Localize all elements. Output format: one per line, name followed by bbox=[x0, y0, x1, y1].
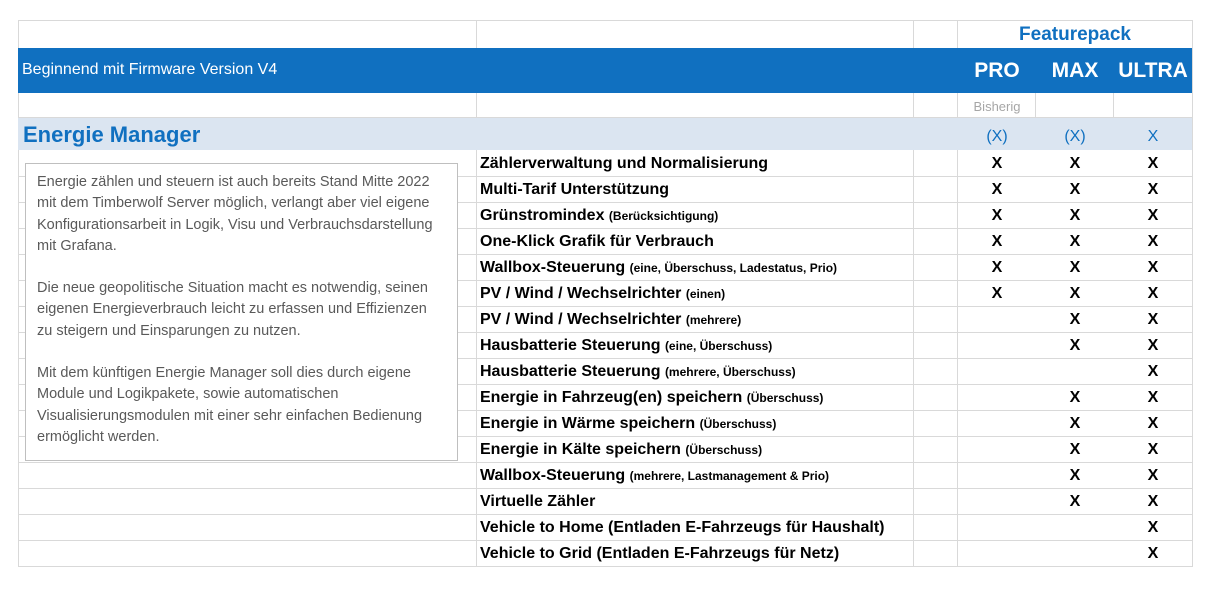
section-mark-pro: (X) bbox=[986, 128, 1008, 145]
availability-mark-ultra: X bbox=[1147, 519, 1159, 536]
feature-name bbox=[480, 467, 829, 485]
availability-mark-max: X bbox=[1069, 467, 1081, 484]
feature-name bbox=[480, 311, 741, 329]
feature-note: (mehrere, Lastmanagement & Prio) bbox=[629, 469, 830, 483]
feature-name bbox=[480, 181, 669, 199]
feature-note: (Berücksichtigung) bbox=[608, 209, 719, 223]
availability-mark-max: X bbox=[1069, 415, 1081, 432]
feature-note: (Überschuss) bbox=[699, 417, 777, 431]
availability-mark-ultra: X bbox=[1147, 181, 1159, 198]
availability-mark-max: X bbox=[1069, 493, 1081, 510]
section-mark-max: (X) bbox=[1064, 128, 1086, 145]
availability-mark-max: X bbox=[1069, 337, 1081, 354]
feature-name bbox=[480, 285, 725, 303]
column-header-pro: PRO bbox=[974, 59, 1020, 82]
availability-mark-max: X bbox=[1069, 389, 1081, 406]
feature-label: Wallbox-Steuerung bbox=[480, 467, 626, 484]
feature-name bbox=[480, 441, 762, 459]
availability-mark-ultra: X bbox=[1147, 441, 1159, 458]
feature-label: PV / Wind / Wechselrichter bbox=[480, 285, 682, 302]
feature-label: Hausbatterie Steuerung bbox=[480, 363, 661, 380]
feature-name bbox=[480, 233, 714, 251]
availability-mark-ultra: X bbox=[1147, 207, 1159, 224]
availability-mark-pro: X bbox=[991, 259, 1003, 276]
feature-name bbox=[480, 415, 776, 433]
availability-mark-ultra: X bbox=[1147, 233, 1159, 250]
availability-mark-max: X bbox=[1069, 155, 1081, 172]
availability-mark-ultra: X bbox=[1147, 363, 1159, 380]
availability-mark-pro: X bbox=[991, 207, 1003, 224]
availability-mark-ultra: X bbox=[1147, 311, 1159, 328]
availability-mark-pro: X bbox=[991, 181, 1003, 198]
feature-label: One-Klick Grafik für Verbrauch bbox=[480, 233, 714, 250]
description-paragraph: Die neue geopolitische Situation macht es notwendig, seinen eigenen Energieverbrauch leicht zu erfassen und Effizienzen zu steigern und Einsparungen zu nutzen. bbox=[37, 280, 428, 339]
featurepack-title: Featurepack bbox=[1019, 24, 1131, 45]
availability-mark-pro: X bbox=[991, 233, 1003, 250]
grid-line bbox=[1113, 93, 1114, 118]
feature-name bbox=[480, 519, 885, 537]
feature-label: Grünstromindex bbox=[480, 207, 605, 224]
feature-label: Multi-Tarif Unterstützung bbox=[480, 181, 670, 198]
feature-label: Virtuelle Zähler bbox=[480, 493, 596, 510]
availability-mark-ultra: X bbox=[1147, 545, 1159, 562]
feature-label: Energie in Wärme speichern bbox=[480, 415, 696, 432]
availability-mark-ultra: X bbox=[1147, 155, 1159, 172]
description-paragraph: Mit dem künftigen Energie Manager soll dies durch eigene Module und Logikpakete, sowie automatischen Visualisierungsmodulen mit einer sehr einfachen Bedienung ermöglicht werden. bbox=[37, 365, 423, 445]
availability-mark-ultra: X bbox=[1147, 337, 1159, 354]
feature-label: Zählerverwaltung und Normalisierung bbox=[480, 155, 769, 172]
feature-note: (mehrere) bbox=[685, 313, 742, 327]
feature-note: (einen) bbox=[685, 287, 726, 301]
availability-mark-max: X bbox=[1069, 207, 1081, 224]
availability-mark-ultra: X bbox=[1147, 259, 1159, 276]
feature-note: (Überschuss) bbox=[746, 391, 824, 405]
availability-mark-ultra: X bbox=[1147, 389, 1159, 406]
description-textbox bbox=[25, 163, 458, 461]
feature-name bbox=[480, 545, 839, 563]
feature-note: (eine, Überschuss, Ladestatus, Prio) bbox=[629, 261, 838, 275]
feature-name bbox=[480, 259, 837, 277]
section-mark-ultra: X bbox=[1147, 128, 1159, 145]
table-row bbox=[0, 541, 1214, 567]
availability-mark-max: X bbox=[1069, 285, 1081, 302]
feature-name bbox=[480, 207, 718, 225]
firmware-version-text: Beginnend mit Firmware Version V4 bbox=[22, 61, 278, 78]
feature-label: Vehicle to Home (Entladen E-Fahrzeugs für Haushalt) bbox=[480, 519, 885, 536]
availability-mark-max: X bbox=[1069, 441, 1081, 458]
feature-label: Hausbatterie Steuerung bbox=[480, 337, 661, 354]
availability-mark-max: X bbox=[1069, 233, 1081, 250]
availability-mark-max: X bbox=[1069, 311, 1081, 328]
feature-label: PV / Wind / Wechselrichter bbox=[480, 311, 682, 328]
section-title: Energie Manager bbox=[23, 122, 201, 147]
column-header-max: MAX bbox=[1051, 59, 1099, 82]
availability-mark-pro: X bbox=[991, 285, 1003, 302]
availability-mark-pro: X bbox=[991, 155, 1003, 172]
feature-name bbox=[480, 363, 796, 381]
table-row bbox=[0, 463, 1214, 489]
feature-label: Wallbox-Steuerung bbox=[480, 259, 626, 276]
column-header-ultra: ULTRA bbox=[1118, 59, 1188, 82]
availability-mark-ultra: X bbox=[1147, 285, 1159, 302]
availability-mark-max: X bbox=[1069, 259, 1081, 276]
availability-mark-ultra: X bbox=[1147, 493, 1159, 510]
description-paragraph: Energie zählen und steuern ist auch bereits Stand Mitte 2022 mit dem Timberwolf Server möglich, verlangt aber viel eigene Konfigurationsarbeit in Logik, Visu und Verbrauchsdarstellung mit Grafana. bbox=[37, 174, 433, 254]
table-row bbox=[0, 515, 1214, 541]
availability-mark-max: X bbox=[1069, 181, 1081, 198]
baseline-label: Bisherig bbox=[973, 99, 1021, 114]
feature-name bbox=[480, 389, 823, 407]
table-row bbox=[0, 489, 1214, 515]
feature-label: Energie in Fahrzeug(en) speichern bbox=[480, 389, 743, 406]
feature-label: Vehicle to Grid (Entladen E-Fahrzeugs für Netz) bbox=[480, 545, 840, 562]
feature-label: Energie in Kälte speichern bbox=[480, 441, 681, 458]
feature-note: (mehrere, Überschuss) bbox=[664, 365, 796, 379]
row-divider bbox=[18, 566, 1192, 567]
feature-name bbox=[480, 337, 772, 355]
availability-mark-ultra: X bbox=[1147, 467, 1159, 484]
feature-note: (eine, Überschuss) bbox=[664, 339, 773, 353]
feature-name bbox=[480, 493, 595, 511]
feature-note: (Überschuss) bbox=[685, 443, 763, 457]
feature-name bbox=[480, 155, 768, 173]
availability-mark-ultra: X bbox=[1147, 415, 1159, 432]
